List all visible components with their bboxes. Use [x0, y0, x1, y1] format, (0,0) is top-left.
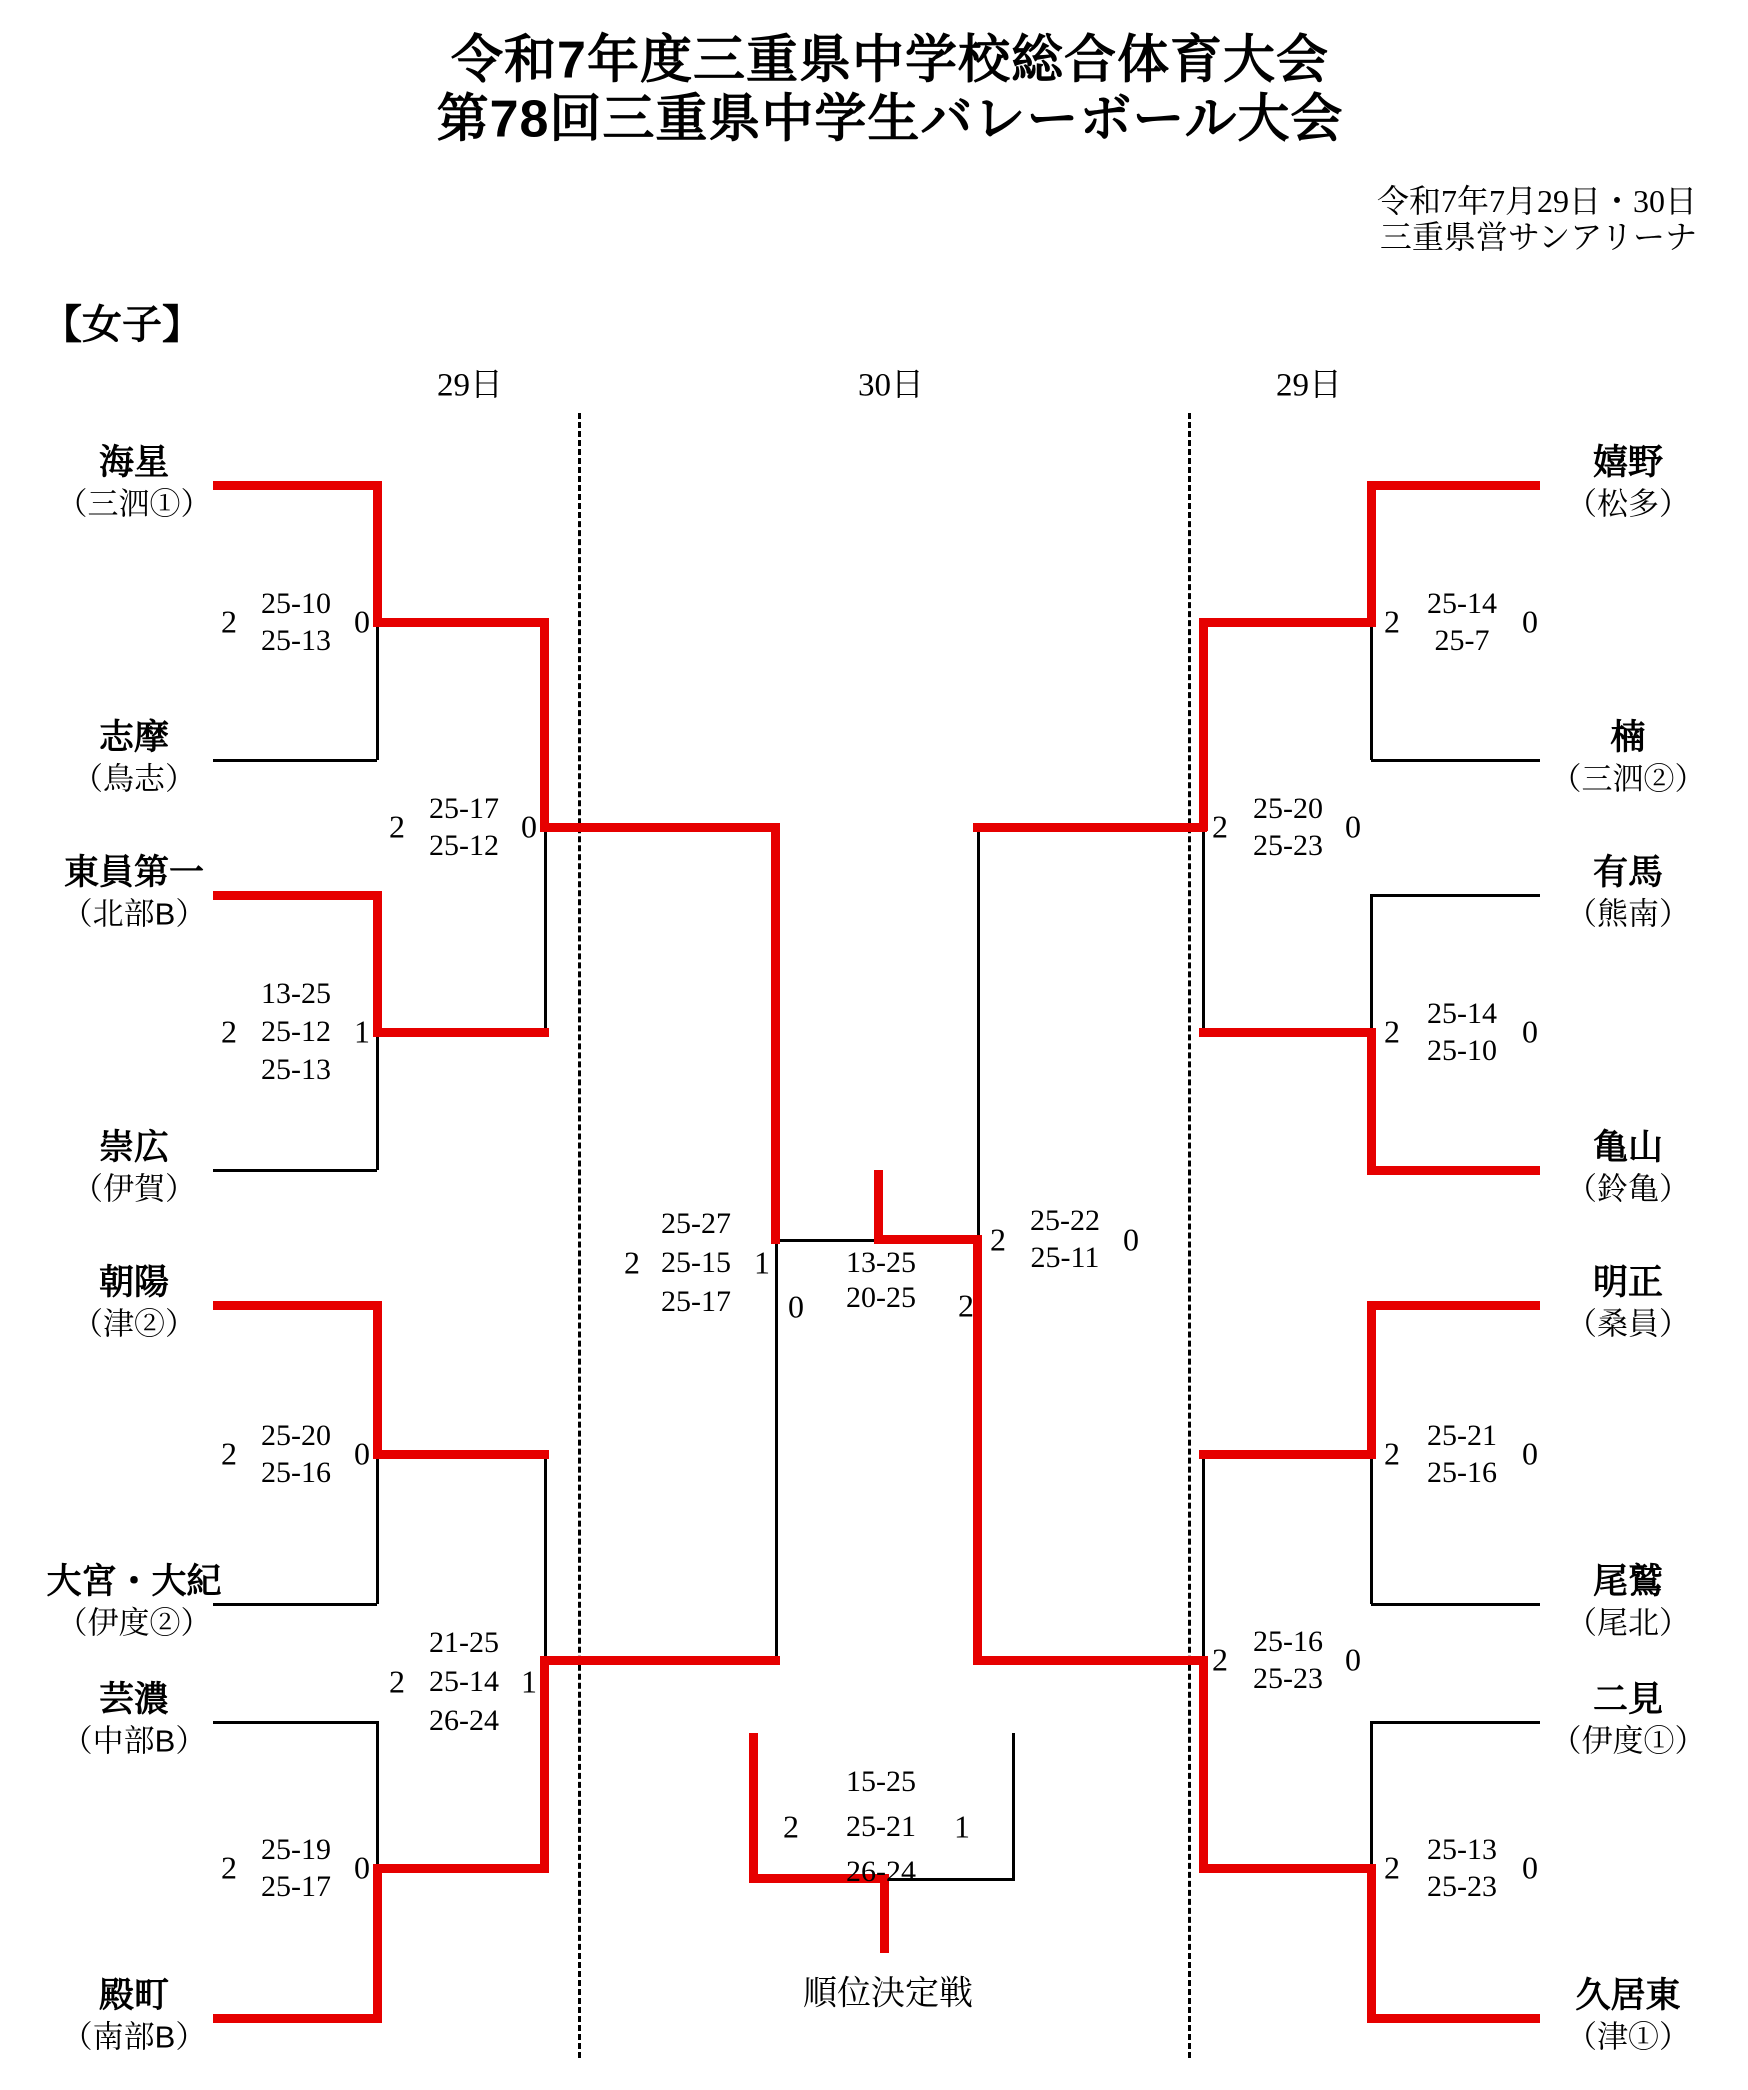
score-winner-sets: 2 — [221, 1849, 237, 1886]
team-league: （三泗①） — [56, 486, 212, 522]
winner-line-kaisei — [213, 481, 381, 490]
winner-exit-sfr2 — [973, 1656, 1207, 1665]
final-right-sets: 2 — [958, 1287, 974, 1324]
score-set: 21-25 — [429, 1626, 499, 1659]
winner-line-meisei — [1371, 1301, 1540, 1310]
score-set: 25-16 — [1253, 1625, 1323, 1658]
score-loser-sets: 0 — [1522, 1849, 1538, 1886]
team-name: 尾鷲 — [1592, 1562, 1664, 1601]
dashed-separator-right — [1188, 413, 1191, 2058]
score-set: 26-24 — [846, 1855, 916, 1888]
score-winner-sets: 2 — [221, 1435, 237, 1472]
team-league: （伊度①） — [1550, 1723, 1706, 1759]
team-name: 朝陽 — [98, 1263, 170, 1302]
winner-connector-semi2-lower — [973, 1235, 982, 1664]
winner-line-tonomachi — [213, 2014, 381, 2023]
connector-m3-lower — [376, 1454, 379, 1604]
winner-connector-rm2-lower — [1367, 1028, 1376, 1175]
score-set: 25-20 — [261, 1419, 331, 1452]
team-league: （三泗②） — [1550, 761, 1706, 797]
connector-sfr2-upper — [1202, 1454, 1205, 1660]
team-league: （熊南） — [1566, 896, 1690, 932]
winner-connector-rm3-upper — [1367, 1301, 1376, 1459]
winner-exit-rm2 — [1199, 1028, 1375, 1037]
bracket-line-owase — [1371, 1603, 1540, 1606]
connector-m1-lower — [376, 622, 379, 760]
winner-connector-sfl2-lower — [540, 1656, 549, 1873]
winner-line-kameyama — [1371, 1166, 1540, 1175]
score-set: 25-20 — [1253, 792, 1323, 825]
team-name: 二見 — [1592, 1680, 1664, 1719]
team-league: （伊賀） — [72, 1171, 196, 1207]
team-league: （尾北） — [1566, 1605, 1690, 1641]
score-set: 25-12 — [261, 1015, 331, 1048]
team-league: （中部B） — [61, 1723, 207, 1759]
team-name: 芸濃 — [98, 1680, 170, 1719]
score-winner-sets: 2 — [1384, 1435, 1400, 1472]
score-loser-sets: 0 — [1522, 1435, 1538, 1472]
team-name: 海星 — [98, 443, 170, 482]
page-title-line2: 第78回三重県中学生バレーボール大会 — [436, 90, 1344, 149]
score-winner-sets: 2 — [1384, 1849, 1400, 1886]
score-winner-sets: 2 — [1212, 1641, 1228, 1678]
score-loser-sets: 0 — [521, 808, 537, 845]
score-set: 25-23 — [1253, 829, 1323, 862]
bracket-line-arima — [1371, 894, 1540, 897]
connector-sfr1-lower — [1202, 827, 1205, 1033]
team-name: 大宮・大紀 — [46, 1562, 222, 1601]
event-dates: 令和7年7月29日・30日 — [1376, 183, 1697, 219]
score-loser-sets: 1 — [354, 1013, 370, 1050]
score-set: 25-7 — [1434, 624, 1490, 657]
final-line-left-half — [776, 1239, 878, 1242]
score-set: 20-25 — [846, 1281, 916, 1314]
score-winner-sets: 2 — [389, 808, 405, 845]
score-set: 25-13 — [1427, 1833, 1497, 1866]
winner-exit-m2 — [373, 1028, 549, 1037]
bracket-line-sukou — [213, 1169, 377, 1172]
connector-semi1-lower — [775, 1240, 778, 1660]
winner-line-choyo — [213, 1301, 381, 1310]
winner-exit-rm4 — [1199, 1864, 1375, 1873]
score-set: 25-23 — [1427, 1870, 1497, 1903]
winner-exit-sfl1 — [540, 823, 780, 832]
team-name: 亀山 — [1592, 1128, 1664, 1167]
score-winner-sets: 2 — [1384, 1013, 1400, 1050]
score-set: 26-24 — [429, 1704, 499, 1737]
team-league: （伊度②） — [56, 1605, 212, 1641]
score-set: 25-27 — [661, 1207, 731, 1240]
winner-connector-sfr2-lower — [1199, 1656, 1208, 1873]
team-name: 有馬 — [1592, 853, 1664, 892]
team-name: 志摩 — [98, 718, 170, 757]
third-place-right-entry — [1012, 1733, 1015, 1879]
final-left-sets: 0 — [788, 1288, 804, 1325]
score-winner-sets: 2 — [389, 1663, 405, 1700]
score-set: 25-17 — [661, 1285, 731, 1318]
winner-connector-m3-upper — [373, 1301, 382, 1459]
score-set: 25-10 — [1427, 1034, 1497, 1067]
connector-semi2-upper — [977, 827, 980, 1240]
score-set: 25-22 — [1030, 1204, 1100, 1237]
score-set: 25-16 — [1427, 1456, 1497, 1489]
score-loser-sets: 1 — [954, 1808, 970, 1845]
team-league: （南部B） — [61, 2019, 207, 2055]
day-header-right: 29日 — [1276, 367, 1342, 404]
score-loser-sets: 1 — [521, 1663, 537, 1700]
day-header-left: 29日 — [437, 367, 503, 404]
score-set: 25-10 — [261, 587, 331, 620]
score-set: 25-17 — [429, 792, 499, 825]
score-winner-sets: 2 — [221, 603, 237, 640]
day-header-center: 30日 — [858, 367, 924, 404]
team-name: 久居東 — [1575, 1976, 1681, 2015]
winner-exit-sfl2 — [540, 1656, 780, 1665]
winner-exit-m1 — [373, 618, 549, 627]
score-loser-sets: 0 — [354, 603, 370, 640]
winner-exit-sfr1 — [973, 823, 1207, 832]
bracket-line-kusu — [1371, 759, 1540, 762]
team-league: （津①） — [1566, 2019, 1690, 2055]
winner-connector-sfr1-upper — [1199, 618, 1208, 831]
champion-marker-stub — [874, 1170, 883, 1244]
score-set: 13-25 — [261, 977, 331, 1010]
team-league: （松多） — [1566, 486, 1690, 522]
connector-m4-upper — [376, 1721, 379, 1868]
score-winner-sets: 2 — [990, 1221, 1006, 1258]
winner-line-ureshino — [1371, 481, 1540, 490]
winner-connector-semi1-upper — [771, 823, 780, 1244]
winner-connector-rm4-lower — [1367, 1864, 1376, 2023]
winner-line-hisaihigashi — [1371, 2014, 1540, 2023]
score-set: 25-15 — [661, 1246, 731, 1279]
score-set: 25-17 — [261, 1870, 331, 1903]
team-league: （鳥志） — [72, 761, 196, 797]
team-name: 明正 — [1592, 1263, 1664, 1302]
team-league: （北部B） — [61, 896, 207, 932]
connector-rm3-lower — [1370, 1454, 1373, 1604]
score-loser-sets: 0 — [1345, 1641, 1361, 1678]
score-set: 25-14 — [429, 1665, 499, 1698]
score-set: 25-21 — [846, 1810, 916, 1843]
bracket-line-omiya-taiki — [213, 1603, 377, 1606]
score-winner-sets: 2 — [1384, 603, 1400, 640]
final-line-right-half — [878, 1235, 982, 1244]
score-winner-sets: 2 — [624, 1244, 640, 1281]
bracket-line-shima — [213, 759, 377, 762]
score-set: 15-25 — [846, 1765, 916, 1798]
score-set: 25-12 — [429, 829, 499, 862]
connector-rm4-upper — [1370, 1721, 1373, 1868]
score-loser-sets: 0 — [1522, 1013, 1538, 1050]
connector-sfl2-upper — [544, 1454, 547, 1660]
score-loser-sets: 0 — [354, 1849, 370, 1886]
score-set: 25-13 — [261, 624, 331, 657]
score-set: 25-19 — [261, 1833, 331, 1866]
team-name: 嬉野 — [1592, 443, 1664, 482]
winner-exit-rm3 — [1199, 1450, 1375, 1459]
winner-exit-rm1 — [1199, 618, 1375, 627]
winner-exit-m3 — [373, 1450, 549, 1459]
score-loser-sets: 1 — [754, 1244, 770, 1281]
team-name: 崇広 — [98, 1128, 170, 1167]
team-league: （桑員） — [1566, 1306, 1690, 1342]
winner-connector-m1-upper — [373, 481, 382, 627]
score-winner-sets: 2 — [1212, 808, 1228, 845]
connector-m2-lower — [376, 1032, 379, 1170]
team-name: 東員第一 — [63, 853, 205, 892]
winner-line-toin-daiichi — [213, 891, 381, 900]
score-set: 25-14 — [1427, 587, 1497, 620]
connector-rm1-lower — [1370, 622, 1373, 760]
team-name: 楠 — [1610, 718, 1646, 757]
dashed-separator-left — [578, 413, 581, 2058]
section-label-girls: 【女子】 — [42, 303, 202, 347]
winner-connector-rm1-upper — [1367, 481, 1376, 627]
connector-rm2-upper — [1370, 894, 1373, 1032]
winner-connector-m2-upper — [373, 891, 382, 1037]
winner-connector-m4-lower — [373, 1864, 382, 2023]
third-place-left-entry — [749, 1733, 758, 1883]
team-league: （津②） — [72, 1306, 196, 1342]
score-set: 13-25 — [846, 1246, 916, 1279]
score-loser-sets: 0 — [354, 1435, 370, 1472]
score-set: 25-13 — [261, 1053, 331, 1086]
connector-sfl1-lower — [544, 827, 547, 1033]
score-winner-sets: 2 — [783, 1808, 799, 1845]
score-loser-sets: 0 — [1522, 603, 1538, 640]
team-league: （鈴亀） — [1566, 1171, 1690, 1207]
team-name: 殿町 — [98, 1976, 170, 2015]
score-loser-sets: 0 — [1345, 808, 1361, 845]
score-set: 25-23 — [1253, 1662, 1323, 1695]
third-place-match-label: 順位決定戦 — [803, 1975, 973, 2013]
score-set: 25-16 — [261, 1456, 331, 1489]
bracket-line-geino — [213, 1721, 377, 1724]
bracket-line-futami — [1371, 1721, 1540, 1724]
winner-connector-sfl1-upper — [540, 618, 549, 831]
page-title-line1: 令和7年度三重県中学校総合体育大会 — [451, 31, 1329, 90]
score-set: 25-11 — [1030, 1241, 1100, 1274]
score-winner-sets: 2 — [221, 1013, 237, 1050]
score-set: 25-21 — [1427, 1419, 1497, 1452]
winner-exit-m4 — [373, 1864, 549, 1873]
score-set: 25-14 — [1427, 997, 1497, 1030]
score-loser-sets: 0 — [1123, 1221, 1139, 1258]
event-venue: 三重県営サンアリーナ — [1379, 219, 1697, 255]
